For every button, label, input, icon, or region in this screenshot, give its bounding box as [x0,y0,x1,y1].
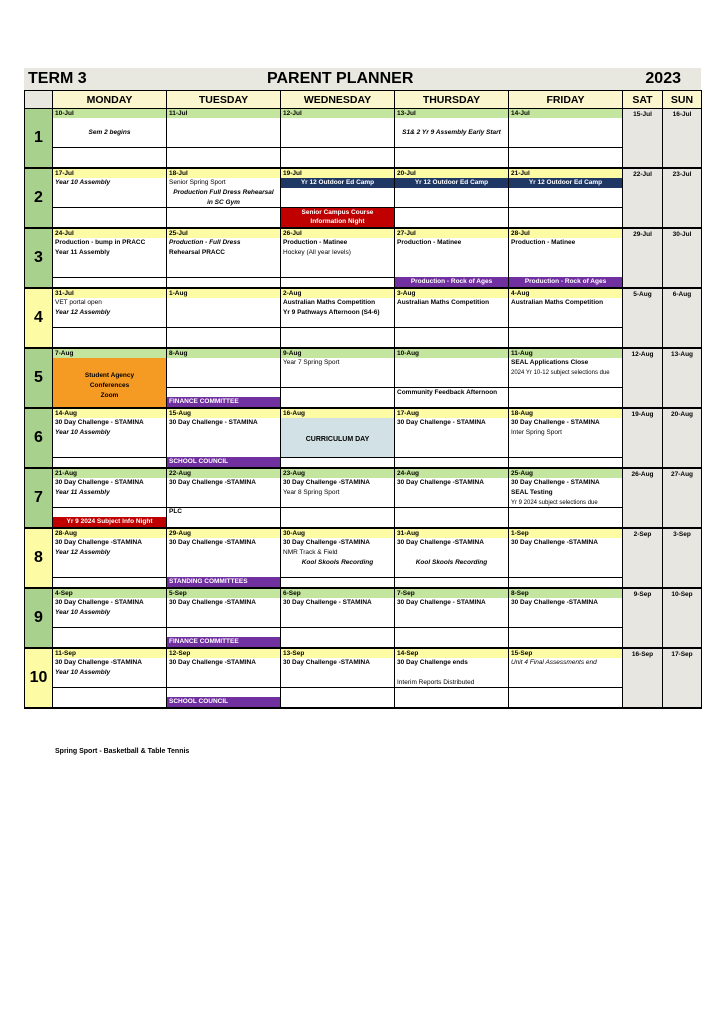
event: NMR Track & Field [283,549,338,556]
col-thursday: THURSDAY [395,91,509,109]
date-label: 10-Aug [395,349,508,358]
day-cell [509,588,623,648]
event: Unit 4 Final Assessments end [511,659,597,666]
footnote: Spring Sport - Basketball & Table Tennis [55,748,190,755]
weekend-cell [663,348,702,408]
day-cell [167,588,281,648]
week-number: 6 [25,408,53,468]
day-cell [395,168,509,228]
date-label: 21-Jul [509,169,622,178]
event: Year 10 Assembly [55,429,111,436]
weekend-cell [623,168,663,228]
week-row [25,228,702,288]
event: 30 Day Challenge - STAMINA [283,599,372,606]
year-label: 2023 [645,70,681,87]
day-cell [281,348,395,408]
date-label: 18-Jul [167,169,280,178]
event: Senior Spring Sport [169,179,226,186]
weekend-cell [663,408,702,468]
event: 30 Day Challenge - STAMINA [55,599,144,606]
day-cell [167,168,281,228]
day-cell [53,588,167,648]
day-cell [395,588,509,648]
week-row [25,109,702,169]
date-label: 25-Aug [509,469,622,478]
date-label: 11-Jul [167,109,280,118]
date-label: 12-Aug [631,351,654,358]
event: Australian Maths Competition [397,299,490,306]
date-label: 15-Aug [167,409,280,418]
event: Year 10 Assembly [55,609,111,616]
event: Production - Matinee [397,239,462,246]
event-bar: SCHOOL COUNCIL [167,697,280,707]
date-label: 26-Aug [631,471,654,478]
date-label: 15-Sep [509,649,622,658]
event-bar: Yr 12 Outdoor Ed Camp [281,178,394,188]
day-cell [281,288,395,348]
weekend-cell [623,648,663,708]
week-number: 4 [25,288,53,348]
date-label: 8-Sep [509,589,622,598]
day-cell [53,348,167,408]
date-label: 25-Jul [167,229,280,238]
event: Year 12 Assembly [55,549,111,556]
day-cell [53,648,167,708]
event-bar: FINANCE COMMITTEE [167,397,280,407]
date-label: 20-Aug [670,411,694,418]
day-cell [281,109,395,169]
day-cell [395,528,509,588]
day-cell [509,408,623,468]
date-label: 12-Sep [167,649,280,658]
event: 30 Day Challenge -STAMINA [283,479,370,486]
event-bar: Production - Rock of Ages [395,277,508,287]
week-number: 8 [25,528,53,588]
day-cell [509,109,623,169]
date-label: 8-Aug [167,349,280,358]
event-block [53,358,166,407]
event: Kool Skools Recording [301,559,374,566]
week-col-header [25,91,53,109]
event: Year 10 Assembly [55,669,111,676]
weekend-cell [663,588,702,648]
date-label: 19-Jul [281,169,394,178]
date-label: 11-Sep [53,649,166,658]
event-bar: Yr 12 Outdoor Ed Camp [509,178,622,188]
calendar-table [24,90,702,709]
date-label: 10-Sep [671,591,693,598]
weekend-cell [663,468,702,528]
day-cell [281,168,395,228]
col-sunday: SUN [663,91,702,109]
date-label: 27-Aug [670,471,694,478]
week-row [25,168,702,228]
event: Production - bump in PRACC [55,239,146,246]
weekend-cell [663,109,702,169]
date-label: 9-Aug [281,349,394,358]
event: Year 12 Assembly [55,309,111,316]
weekend-cell [623,228,663,288]
event: 30 Day Challenge ends [397,659,468,666]
event: 30 Day Challenge - STAMINA [397,599,486,606]
date-label: 20-Jul [395,169,508,178]
week-number: 9 [25,588,53,648]
weekend-cell [623,348,663,408]
event: Production - Matinee [283,239,348,246]
day-cell [509,648,623,708]
day-cell [395,288,509,348]
day-cell [281,408,395,468]
day-cell [395,648,509,708]
day-cell [53,228,167,288]
event-bar: Information Night [281,217,394,227]
date-label: 14-Sep [395,649,508,658]
day-cell [53,468,167,528]
event: Production - Matinee [511,239,576,246]
date-label: 14-Aug [53,409,166,418]
date-label: 6-Sep [281,589,394,598]
event: PLC [169,508,182,515]
day-cell [395,228,509,288]
date-label: 14-Jul [509,109,622,118]
event: 30 Day Challenge - STAMINA [511,419,600,426]
weekend-cell [663,288,702,348]
weekend-cell [663,168,702,228]
date-label: 18-Aug [509,409,622,418]
event-bar: FINANCE COMMITTEE [167,637,280,647]
date-label: 23-Aug [281,469,394,478]
col-monday: MONDAY [53,91,167,109]
day-cell [395,109,509,169]
event-bar: Production - Rock of Ages [509,277,622,287]
date-label: 15-Jul [633,111,652,118]
event: Kool Skools Recording [415,559,488,566]
week-number: 7 [25,468,53,528]
event: VET portal open [55,299,102,306]
date-label: 2-Aug [281,289,394,298]
day-cell [281,588,395,648]
event: 30 Day Challenge -STAMINA [397,479,484,486]
day-cell [395,468,509,528]
week-row [25,408,702,468]
event: Production - Full Dress [169,239,241,246]
date-label: 31-Aug [395,529,508,538]
event: Year 11 Assembly [55,489,110,496]
date-label: 7-Aug [53,349,166,358]
day-cell [281,528,395,588]
event: Australian Maths Competition [283,299,376,306]
week-row [25,528,702,588]
date-label: 4-Aug [509,289,622,298]
date-label: 22-Aug [167,469,280,478]
event: Hockey (All year levels) [283,249,351,256]
event: 30 Day Challenge - STAMINA [55,479,144,486]
weekend-cell [623,468,663,528]
day-cell [53,109,167,169]
date-label: 10-Jul [53,109,166,118]
event-bar: SCHOOL COUNCIL [167,457,280,467]
event: 30 Day Challenge - STAMINA [169,419,258,426]
event: Yr 9 2024 subject selections due [511,500,598,506]
date-label: 24-Aug [395,469,508,478]
date-label: 16-Jul [672,111,692,118]
day-cell [509,348,623,408]
event: 30 Day Challenge - STAMINA [511,479,600,486]
day-cell [281,648,395,708]
day-cell [281,228,395,288]
day-cell [53,528,167,588]
date-label: 17-Jul [53,169,166,178]
date-label: 24-Jul [53,229,166,238]
weekend-cell [623,408,663,468]
event: Sem 2 begins [88,129,131,136]
col-wednesday: WEDNESDAY [281,91,395,109]
day-cell [395,348,509,408]
event: Year 7 Spring Sport [283,359,340,366]
date-label: 5-Sep [167,589,280,598]
date-label: 16-Aug [281,409,394,418]
event: 30 Day Challenge -STAMINA [169,539,256,546]
event: 30 Day Challenge -STAMINA [169,659,256,666]
day-cell [509,288,623,348]
col-tuesday: TUESDAY [167,91,281,109]
event-bar: Yr 9 2024 Subject Info Night [53,517,166,527]
day-cell [167,648,281,708]
event: SEAL Applications Close [511,359,589,366]
day-cell [167,348,281,408]
date-label: 7-Sep [395,589,508,598]
date-label: 30-Jul [672,231,692,238]
event: 30 Day Challenge -STAMINA [397,539,484,546]
event: 2024 Yr 10-12 subject selections due [511,370,610,376]
week-row [25,288,702,348]
event: 30 Day Challenge -STAMINA [169,599,256,606]
weekend-cell [623,288,663,348]
week-number: 2 [25,168,53,228]
term-label: TERM 3 [28,70,87,87]
day-cell [53,168,167,228]
event-block: CURRICULUM DAY [281,418,394,457]
date-label: 1-Aug [167,289,280,298]
day-cell [167,528,281,588]
event: Year 8 Spring Sport [283,489,340,496]
day-cell [509,168,623,228]
page-title: PARENT PLANNER [267,70,414,87]
date-label: 27-Jul [395,229,508,238]
date-label: 22-Jul [633,171,652,178]
week-number: 10 [25,648,53,708]
day-cell [53,288,167,348]
event: 30 Day Challenge - STAMINA [55,419,144,426]
event: Year 10 Assembly [55,179,111,186]
event: 30 Day Challenge -STAMINA [283,659,370,666]
column-header-row [25,91,702,109]
event: Community Feedback Afternoon [397,389,498,396]
day-cell [281,468,395,528]
event: Zoom [100,392,119,399]
date-label: 31-Jul [53,289,166,298]
event: S1& 2 Yr 9 Assembly Early Start [402,129,501,136]
event: 30 Day Challenge -STAMINA [169,479,256,486]
event: 30 Day Challenge -STAMINA [55,659,142,666]
date-label: 13-Sep [281,649,394,658]
day-cell [509,468,623,528]
col-saturday: SAT [623,91,663,109]
weekend-cell [623,109,663,169]
event: Inter Spring Sport [511,429,562,436]
date-label: 12-Jul [281,109,394,118]
event: 30 Day Challenge -STAMINA [511,539,598,546]
date-label: 3-Sep [673,531,691,538]
day-cell [509,528,623,588]
date-label: 13-Aug [670,351,694,358]
date-label: 5-Aug [633,291,652,298]
event: SEAL Testing [511,489,553,496]
date-label: 23-Jul [672,171,692,178]
day-cell [167,288,281,348]
week-row [25,588,702,648]
event-bar: Yr 12 Outdoor Ed Camp [395,178,508,188]
date-label: 16-Sep [631,651,654,658]
parent-planner [24,68,701,709]
date-label: 21-Aug [53,469,166,478]
event: Rehearsal PRACC [169,249,225,256]
date-label: 28-Jul [509,229,622,238]
day-cell [167,468,281,528]
week-row [25,648,702,708]
event-bar: Senior Campus Course [281,208,394,218]
event: Production Full Dress Rehearsal [173,189,274,196]
weekend-cell [663,228,702,288]
weekend-cell [623,588,663,648]
date-label: 30-Aug [281,529,394,538]
col-friday: FRIDAY [509,91,623,109]
weekend-cell [663,648,702,708]
week-row [25,348,702,408]
date-label: 29-Aug [167,529,280,538]
event-bar: STANDING COMMITTEES [167,577,280,587]
date-label: 3-Aug [395,289,508,298]
event: 30 Day Challenge -STAMINA [283,539,370,546]
day-cell [395,408,509,468]
date-label: 2-Sep [633,531,652,538]
week-number: 3 [25,228,53,288]
day-cell [167,408,281,468]
title-row [24,68,701,90]
date-label: 6-Aug [672,291,692,298]
weekend-cell [663,528,702,588]
date-label: 17-Aug [395,409,508,418]
event: Australian Maths Competition [511,299,604,306]
day-cell [167,109,281,169]
event: 30 Day Challenge -STAMINA [55,539,142,546]
day-cell [509,228,623,288]
event: Conferences [89,382,130,389]
week-row [25,468,702,528]
date-label: 9-Sep [633,591,652,598]
date-label: 26-Jul [281,229,394,238]
date-label: 17-Sep [671,651,693,658]
day-cell [53,408,167,468]
day-cell [167,228,281,288]
event: 30 Day Challenge -STAMINA [511,599,598,606]
event: Student Agency [84,372,135,379]
weekend-cell [623,528,663,588]
date-label: 28-Aug [53,529,166,538]
event: Year 11 Assembly [55,249,110,256]
week-number: 1 [25,109,53,169]
date-label: 1-Sep [509,529,622,538]
date-label: 19-Aug [631,411,654,418]
week-number: 5 [25,348,53,408]
date-label: 29-Jul [633,231,652,238]
date-label: 4-Sep [53,589,166,598]
event: in SC Gym [207,199,240,206]
event: Yr 9 Pathways Afternoon (S4-6) [283,309,380,316]
event: Interim Reports Distributed [397,679,475,686]
date-label: 13-Jul [395,109,508,118]
event: 30 Day Challenge - STAMINA [397,419,486,426]
date-label: 11-Aug [509,349,622,358]
